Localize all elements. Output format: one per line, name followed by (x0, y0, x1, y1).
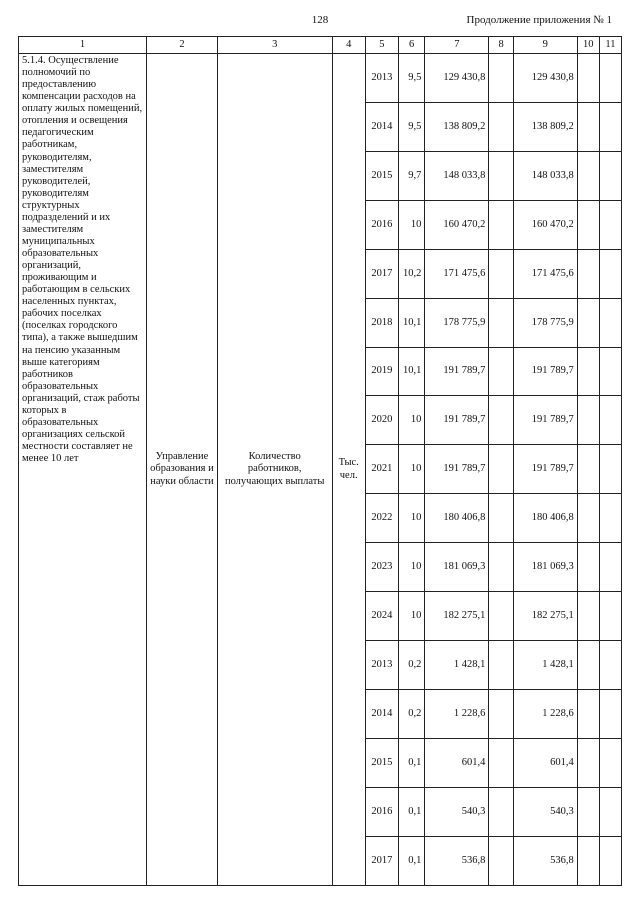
year-cell: 2018 (365, 298, 398, 347)
value-cell-c7: 536,8 (425, 836, 489, 885)
page-number: 128 (311, 14, 329, 26)
value-cell-c9: 536,8 (513, 836, 577, 885)
value-cell-c7: 1 228,6 (425, 689, 489, 738)
value-cell-c9: 180 406,8 (513, 494, 577, 543)
value-cell-c11 (599, 592, 621, 641)
value-cell-c10 (577, 298, 599, 347)
value-cell-c10 (577, 249, 599, 298)
document-table-sheet (18, 36, 622, 886)
value-cell-c9: 148 033,8 (513, 151, 577, 200)
value-cell-c11 (599, 347, 621, 396)
value-cell-c8 (489, 738, 513, 787)
value-cell-c8 (489, 543, 513, 592)
value-cell-c10 (577, 200, 599, 249)
value-cell-c8 (489, 494, 513, 543)
value-cell-c9: 129 430,8 (513, 54, 577, 103)
value-cell-c8 (489, 347, 513, 396)
year-cell: 2021 (365, 445, 398, 494)
year-cell: 2014 (365, 689, 398, 738)
value-cell-c9: 181 069,3 (513, 543, 577, 592)
value-cell-c8 (489, 54, 513, 103)
value-cell-c8 (489, 396, 513, 445)
value-cell-c9: 1 228,6 (513, 689, 577, 738)
value-cell-c7: 178 775,9 (425, 298, 489, 347)
header-cell: 11 (599, 37, 621, 54)
table-row (19, 54, 622, 103)
value-cell-c6: 10 (398, 494, 425, 543)
value-cell-c7: 191 789,7 (425, 347, 489, 396)
value-cell-c10 (577, 641, 599, 690)
value-cell-c10 (577, 787, 599, 836)
value-cell-c9: 540,3 (513, 787, 577, 836)
year-cell: 2013 (365, 641, 398, 690)
value-cell-c6: 10 (398, 396, 425, 445)
year-cell: 2014 (365, 102, 398, 151)
value-cell-c8 (489, 200, 513, 249)
value-cell-c11 (599, 102, 621, 151)
value-cell-c11 (599, 200, 621, 249)
value-cell-c6: 10 (398, 543, 425, 592)
year-cell: 2017 (365, 249, 398, 298)
header-cell: 9 (513, 37, 577, 54)
year-cell: 2020 (365, 396, 398, 445)
value-cell-c9: 191 789,7 (513, 396, 577, 445)
value-cell-c9: 182 275,1 (513, 592, 577, 641)
value-cell-c7: 182 275,1 (425, 592, 489, 641)
value-cell-c6: 0,2 (398, 689, 425, 738)
value-cell-c6: 10,1 (398, 347, 425, 396)
value-cell-c10 (577, 102, 599, 151)
value-cell-c11 (599, 689, 621, 738)
value-cell-c9: 191 789,7 (513, 445, 577, 494)
year-cell: 2017 (365, 836, 398, 885)
value-cell-c8 (489, 151, 513, 200)
value-cell-c11 (599, 787, 621, 836)
value-cell-c6: 10 (398, 200, 425, 249)
value-cell-c11 (599, 836, 621, 885)
unit-cell: Тыс. чел. (332, 54, 365, 886)
year-cell: 2013 (365, 54, 398, 103)
value-cell-c10 (577, 347, 599, 396)
value-cell-c7: 160 470,2 (425, 200, 489, 249)
value-cell-c6: 0,1 (398, 787, 425, 836)
year-cell: 2015 (365, 151, 398, 200)
value-cell-c9: 1 428,1 (513, 641, 577, 690)
value-cell-c9: 160 470,2 (513, 200, 577, 249)
value-cell-c11 (599, 445, 621, 494)
value-cell-c8 (489, 836, 513, 885)
value-cell-c6: 9,5 (398, 54, 425, 103)
value-cell-c8 (489, 787, 513, 836)
appendix-label: Продолжение приложения № 1 (466, 14, 612, 26)
value-cell-c8 (489, 689, 513, 738)
value-cell-c6: 10 (398, 592, 425, 641)
value-cell-c6: 0,1 (398, 738, 425, 787)
year-cell: 2019 (365, 347, 398, 396)
value-cell-c7: 148 033,8 (425, 151, 489, 200)
value-cell-c7: 191 789,7 (425, 445, 489, 494)
value-cell-c9: 601,4 (513, 738, 577, 787)
value-cell-c11 (599, 543, 621, 592)
header-cell: 4 (332, 37, 365, 54)
value-cell-c7: 129 430,8 (425, 54, 489, 103)
value-cell-c10 (577, 836, 599, 885)
value-cell-c6: 0,2 (398, 641, 425, 690)
header-cell: 6 (398, 37, 425, 54)
value-cell-c11 (599, 298, 621, 347)
header-cell: 1 (19, 37, 147, 54)
header-cell: 10 (577, 37, 599, 54)
year-cell: 2023 (365, 543, 398, 592)
value-cell-c6: 9,7 (398, 151, 425, 200)
year-cell: 2024 (365, 592, 398, 641)
value-cell-c10 (577, 445, 599, 494)
value-cell-c8 (489, 445, 513, 494)
value-cell-c11 (599, 641, 621, 690)
value-cell-c9: 191 789,7 (513, 347, 577, 396)
year-cell: 2015 (365, 738, 398, 787)
value-cell-c10 (577, 543, 599, 592)
header-cell: 5 (365, 37, 398, 54)
value-cell-c7: 540,3 (425, 787, 489, 836)
value-cell-c8 (489, 298, 513, 347)
value-cell-c9: 171 475,6 (513, 249, 577, 298)
value-cell-c11 (599, 738, 621, 787)
value-cell-c11 (599, 494, 621, 543)
value-cell-c7: 1 428,1 (425, 641, 489, 690)
header-cell: 2 (147, 37, 218, 54)
value-cell-c7: 191 789,7 (425, 396, 489, 445)
header-cell: 3 (217, 37, 332, 54)
header-row (19, 37, 622, 54)
value-cell-c7: 601,4 (425, 738, 489, 787)
value-cell-c11 (599, 151, 621, 200)
value-cell-c10 (577, 396, 599, 445)
value-cell-c6: 10,2 (398, 249, 425, 298)
value-cell-c6: 10 (398, 445, 425, 494)
measure-description-cell: 5.1.4. Осуществление полномочий по предоставлению компенсации расходов на оплату жилых помещений, отопления и освещения педагогическим работникам, руководителям, заместителям руководителей, руководителям структурных подразделений и их заместителям муниципальных образовательных организаций, проживающим и работающим в сельских населенных пунктах, рабочих поселках (поселках городского типа), а также вышедшим на пенсию указанным выше категориям работников образовательных организаций, стаж работы которых в образовательных организациях сельской местности составляет не менее 10 лет (19, 54, 147, 886)
value-cell-c10 (577, 738, 599, 787)
value-cell-c10 (577, 494, 599, 543)
value-cell-c7: 180 406,8 (425, 494, 489, 543)
header-cell: 8 (489, 37, 513, 54)
appendix-table (18, 36, 622, 886)
value-cell-c9: 178 775,9 (513, 298, 577, 347)
year-cell: 2022 (365, 494, 398, 543)
value-cell-c8 (489, 592, 513, 641)
executor-cell: Управление образования и науки области (147, 54, 218, 886)
value-cell-c11 (599, 54, 621, 103)
value-cell-c6: 9,5 (398, 102, 425, 151)
value-cell-c10 (577, 151, 599, 200)
year-cell: 2016 (365, 787, 398, 836)
year-cell: 2016 (365, 200, 398, 249)
header-cell: 7 (425, 37, 489, 54)
value-cell-c7: 138 809,2 (425, 102, 489, 151)
value-cell-c10 (577, 54, 599, 103)
value-cell-c7: 171 475,6 (425, 249, 489, 298)
value-cell-c10 (577, 689, 599, 738)
value-cell-c8 (489, 102, 513, 151)
indicator-cell: Количество работников, получающих выплаты (217, 54, 332, 886)
value-cell-c7: 181 069,3 (425, 543, 489, 592)
value-cell-c6: 10,1 (398, 298, 425, 347)
value-cell-c9: 138 809,2 (513, 102, 577, 151)
value-cell-c11 (599, 396, 621, 445)
value-cell-c11 (599, 249, 621, 298)
value-cell-c8 (489, 249, 513, 298)
table-body (19, 54, 622, 886)
value-cell-c6: 0,1 (398, 836, 425, 885)
value-cell-c8 (489, 641, 513, 690)
value-cell-c10 (577, 592, 599, 641)
